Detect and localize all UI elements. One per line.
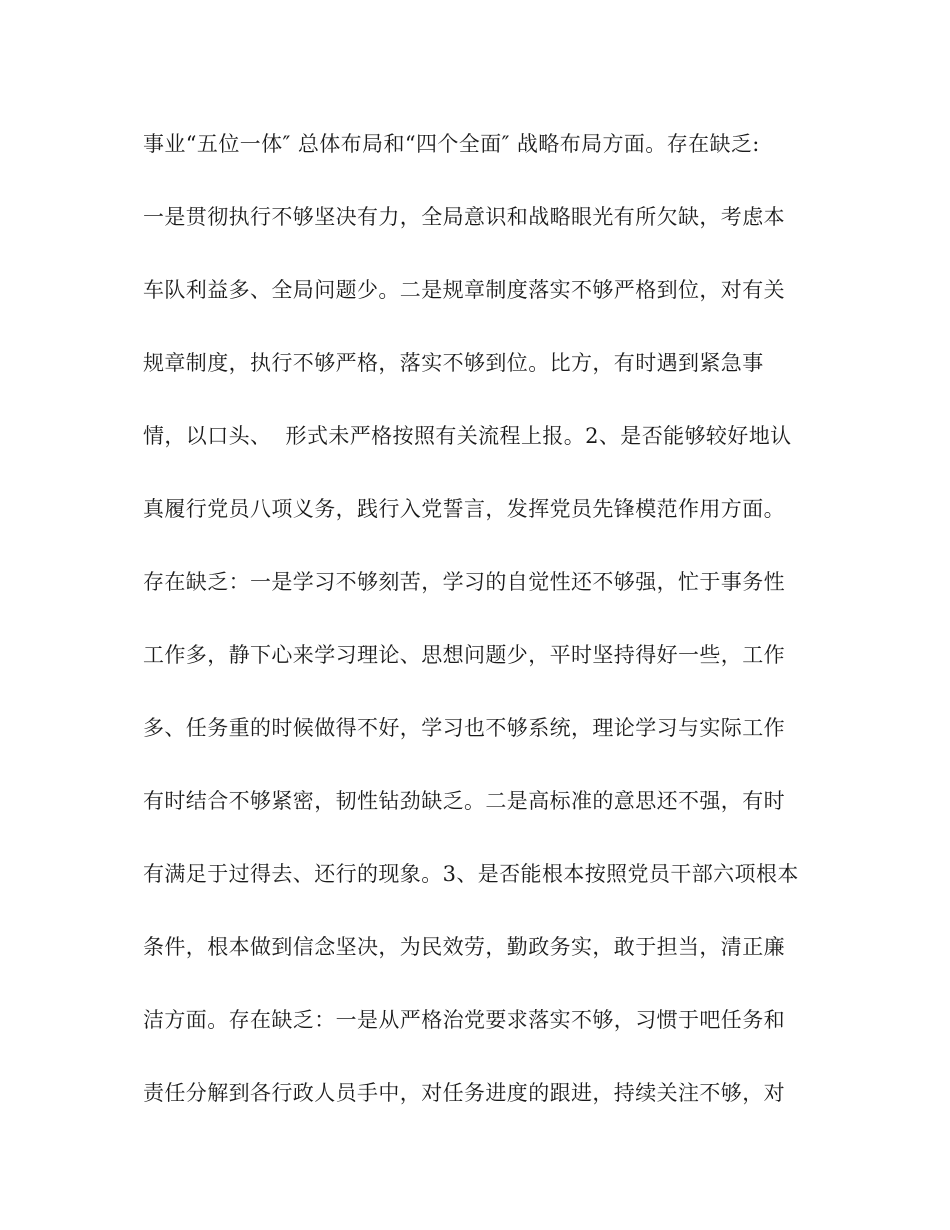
text-line: 事业“五位一体″ 总体布局和“四个全面″ 战略布局方面。存在缺乏: — [143, 132, 760, 156]
text-line: 规章制度，执行不够严格，落实不够到位。比方，有时遇到紧急事 — [143, 351, 764, 375]
text-line: 条件，根本做到信念坚决，为民效劳，勤政务实，敢于担当，清正廉 — [143, 935, 785, 959]
text-line: 真履行党员八项义务，践行入党誓言，发挥党员先锋模范作用方面。 — [143, 497, 785, 521]
text-line: 存在缺乏：一是学习不够刻苦，学习的自觉性还不够强，忙于事务性 — [143, 570, 785, 594]
text-line: 车队利益多、全局问题少。二是规章制度落实不够严格到位，对有关 — [143, 278, 785, 302]
text-line: 责任分解到各行政人员手中，对任务进度的跟进，持续关注不够，对 — [143, 1081, 785, 1105]
text-line: 情，以口头、 形式未严格按照有关流程上报。2、是否能够较好地认 — [143, 424, 792, 448]
text-line: 洁方面。存在缺乏：一是从严格治党要求落实不够，习惯于吧任务和 — [143, 1008, 785, 1032]
text-line: 有满足于过得去、还行的现象。3、是否能根本按照党员干部六项根本 — [143, 862, 799, 886]
text-line: 多、任务重的时候做得不好，学习也不够系统，理论学习与实际工作 — [143, 716, 785, 740]
text-line: 工作多，静下心来学习理论、思想问题少，平时坚持得好一些，工作 — [143, 643, 785, 667]
text-line: 有时结合不够紧密，韧性钻劲缺乏。二是高标准的意思还不强，有时 — [143, 789, 785, 813]
text-line: 一是贯彻执行不够坚决有力，全局意识和战略眼光有所欠缺，考虑本 — [143, 205, 785, 229]
